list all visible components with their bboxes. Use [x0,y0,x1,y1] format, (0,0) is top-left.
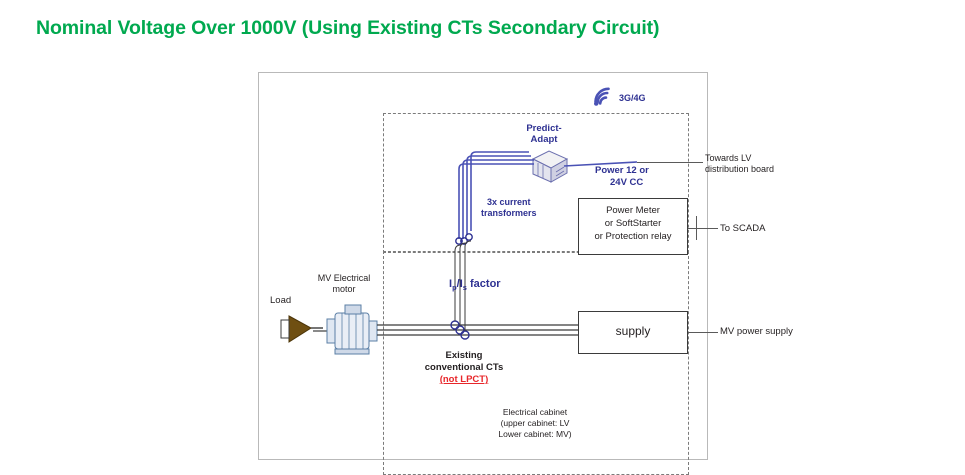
motor-label-line2: motor [332,284,356,294]
diagram-canvas [258,72,793,460]
motor-label-line1: MV Electrical [317,273,371,283]
supply-label: supply [615,324,651,338]
existing-cts-line2: conventional CTs [424,362,504,373]
load-label: Load [270,295,292,306]
wireless-label: 3G/4G [619,93,646,103]
power-label-line2: 24V CC [610,177,644,188]
ratio-sub1: p [452,283,457,293]
page-title: Nominal Voltage Over 1000V (Using Existing CTs Secondary Circuit) [36,17,660,39]
ratio-suffix: factor [466,278,501,290]
ratio-factor-label [449,278,501,293]
towards-lv-line2: distribution board [705,164,775,174]
device-label-line1: Predict- [526,123,562,134]
ratio-sub2: s [462,283,467,293]
towards-lv-line1: Towards LV [705,153,752,163]
ratio-prefix: I [449,278,453,290]
meter-line3: or Protection relay [594,231,672,242]
power-label-line1: Power 12 or [595,165,649,176]
mv-power-supply-label: MV power supply [720,326,793,337]
device-label-line2: Adapt [530,134,558,145]
to-scada-label: To SCADA [720,223,766,234]
cabinet-caption-line3: Lower cabinet: MV) [498,429,572,439]
ratio-slash: /I [456,278,463,290]
existing-cts-line1: Existing [445,350,483,361]
meter-line2: or SoftStarter [604,218,662,229]
mv-conductors [259,73,707,459]
meter-line1: Power Meter [606,205,660,216]
ct-label-line1: 3x current [487,197,531,207]
cabinet-caption-line1: Electrical cabinet [502,407,568,417]
cabinet-caption-line2: (upper cabinet: LV [500,418,570,428]
ct-label-line2: transformers [481,208,537,218]
existing-cts-not-lpct: (not LPCT) [439,374,489,385]
